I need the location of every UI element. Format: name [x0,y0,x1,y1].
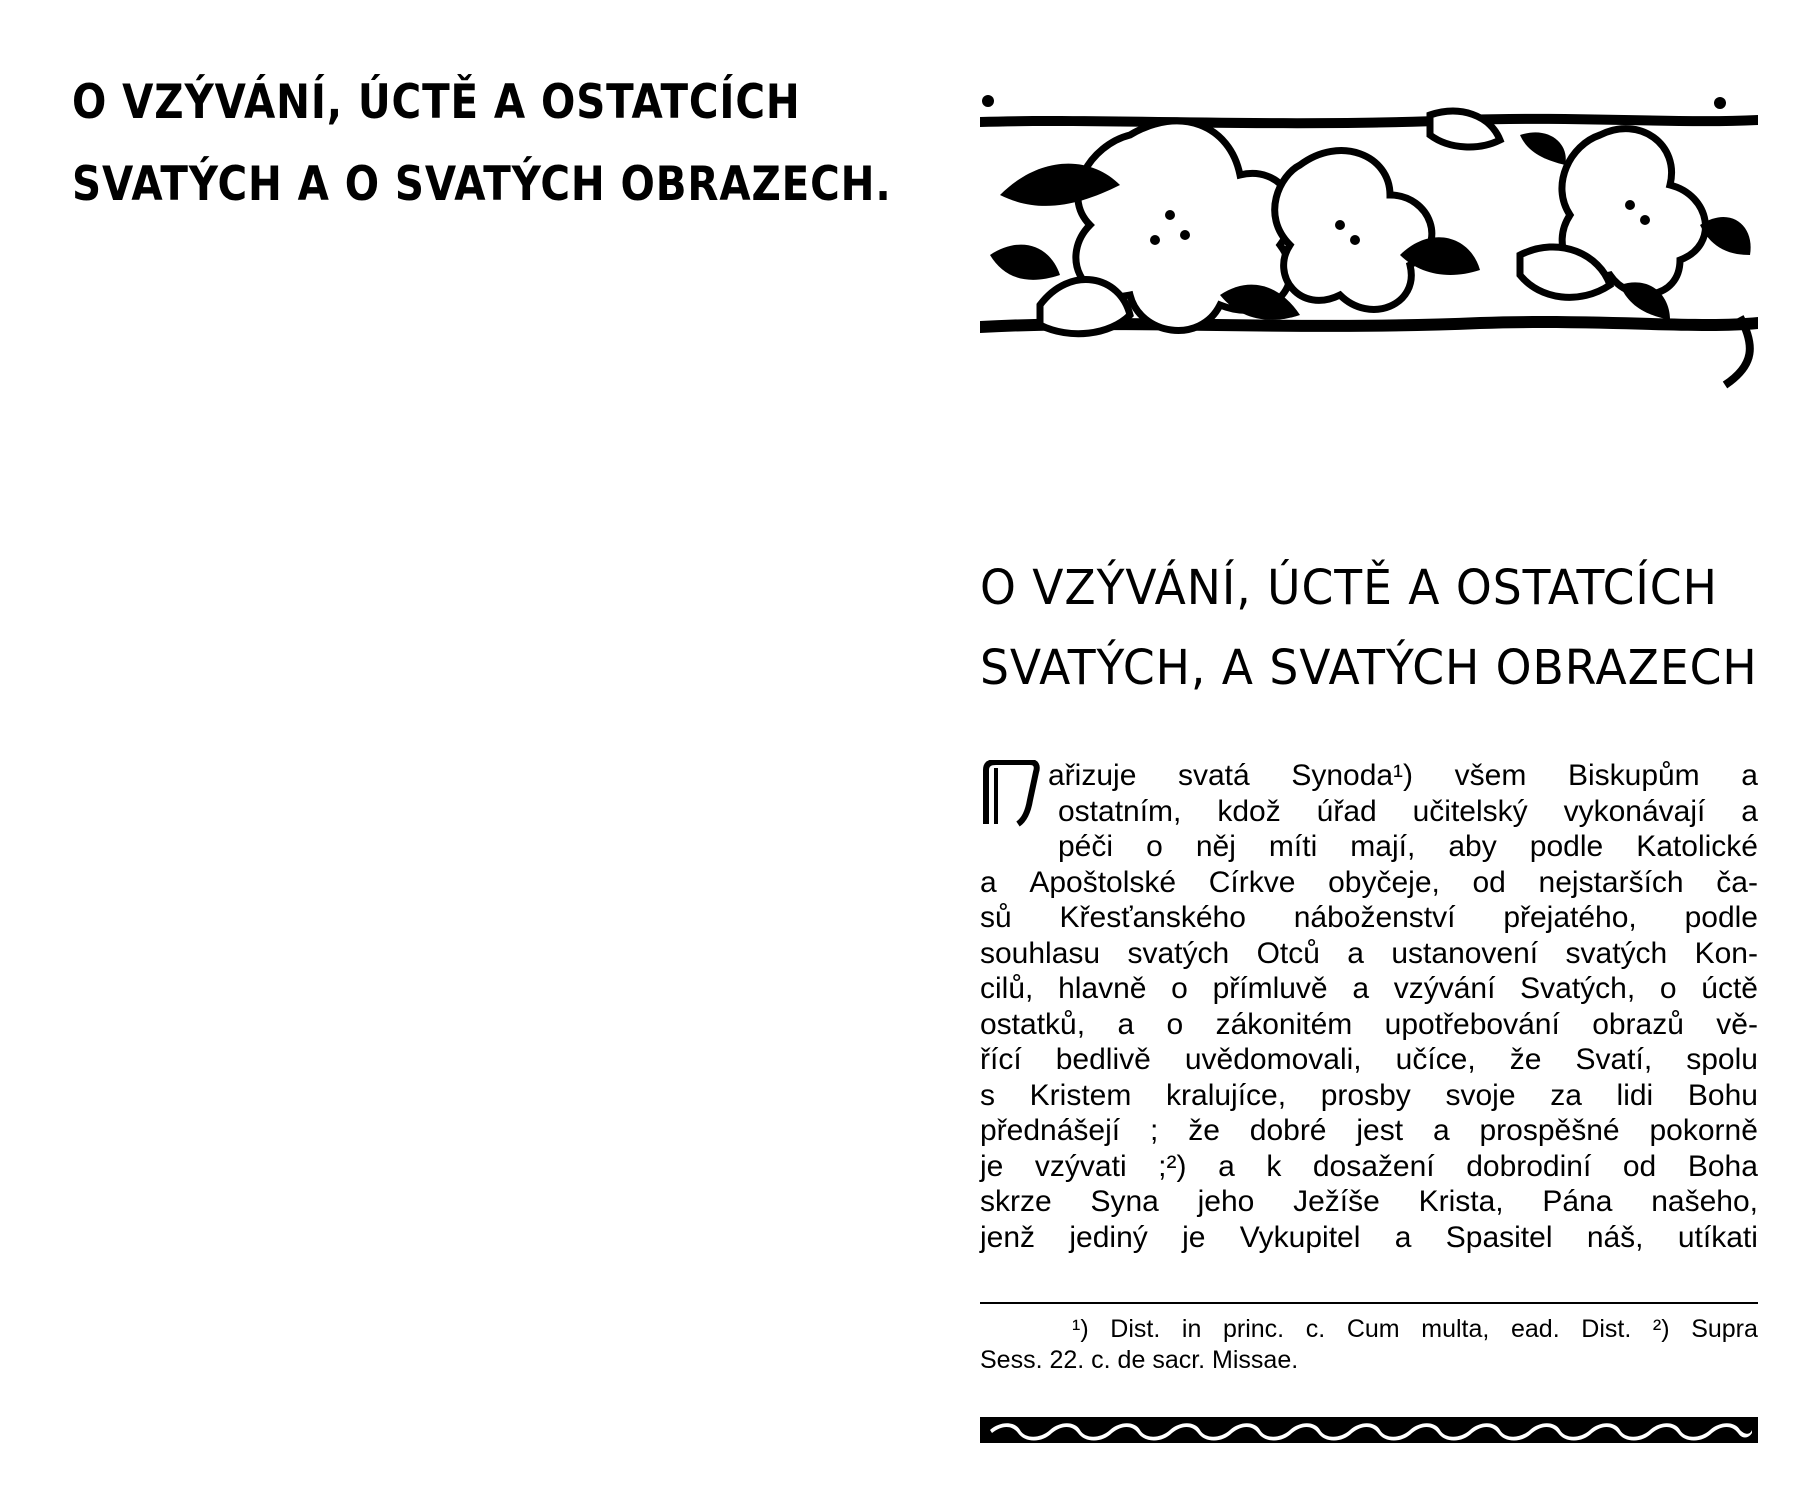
body-line [980,1184,1758,1220]
footnote-line: Sess. 22. c. de sacr. Missae. [980,1346,1299,1374]
word: dobré [1249,1114,1327,1147]
word: kralujíce, [1166,1078,1287,1112]
word: c. [1305,1315,1326,1343]
left-title-line-1: O VZÝVÁNÍ, ÚCTĚ A OSTATCÍCH [72,75,801,130]
word: k [1266,1149,1282,1183]
word: Katolické [1636,830,1758,863]
word: o [1146,830,1163,863]
word: zákonitém [1215,1007,1353,1041]
word: cilů, [980,972,1034,1005]
dropcap-n [980,760,1042,828]
word: o [1166,1007,1184,1041]
body-line [980,1007,1758,1043]
word: utíkati [1677,1220,1758,1254]
word: obrazů [1592,1007,1684,1041]
word: Biskupům [1567,759,1700,792]
word: Apoštolské [1029,865,1177,899]
word: uvědomovali, [1184,1043,1362,1076]
word: s [980,1078,995,1112]
word: jeho [1197,1185,1255,1218]
body-line [980,1042,1758,1078]
word: vykonávají [1563,794,1706,828]
word: přímluvě [1212,972,1328,1005]
left-page-title [72,62,892,226]
word: ostatním, [1058,794,1182,828]
word: ¹) [1072,1315,1089,1343]
word: Bohu [1687,1078,1758,1112]
word: a [1347,936,1364,970]
word: prospěšné [1479,1114,1620,1147]
word: dobrodiní [1466,1149,1592,1183]
word: učíce, [1395,1043,1476,1076]
floral-header-ornament [980,95,1758,395]
word: a [1741,759,1758,792]
body-line [980,1220,1758,1256]
word: od [1472,865,1506,899]
word: všem [1454,759,1527,792]
footnote-line [980,1314,1758,1345]
word: svatých [1565,936,1668,970]
word: jest [1356,1114,1404,1147]
word: jenž [980,1220,1036,1254]
word: vzývati [1034,1149,1127,1183]
footnotes [980,1314,1758,1376]
word: podle [1529,830,1604,863]
word: Svatí, [1575,1043,1653,1076]
word: upotřebování [1384,1007,1560,1041]
word: Kon- [1694,936,1758,970]
word: multa, [1421,1315,1490,1343]
word: ča- [1716,865,1758,899]
word: ;²) [1158,1149,1187,1183]
word: nejstarších [1538,865,1684,899]
word: vě- [1716,1007,1758,1041]
word: in [1181,1315,1202,1343]
body-line [980,829,1758,865]
body-line [980,1149,1758,1185]
word: ostatků, [980,1007,1086,1041]
word: prosby [1320,1078,1411,1112]
word: o [1171,972,1188,1005]
word: a [1432,1114,1450,1147]
word: Církve [1208,865,1296,899]
right-title-line-1: O VZÝVÁNÍ, ÚCTĚ A OSTATCÍCH [980,560,1718,616]
word: hlavně [1058,972,1147,1005]
word: učitelský [1412,794,1528,828]
word: a [1117,1007,1135,1041]
body-line [980,1113,1758,1149]
word: ustanovení [1391,936,1539,970]
word: jediný [1069,1220,1148,1254]
left-title-line-2: SVATÝCH A O SVATÝCH OBRAZECH. [72,157,892,212]
word: lidi [1616,1078,1654,1112]
word: a [1218,1149,1235,1183]
word: aby [1448,830,1497,863]
word: Boha [1687,1149,1758,1183]
body-line [980,794,1758,830]
word: svatých [1127,936,1230,970]
word: ařizuje [1048,759,1137,792]
body-line [980,1078,1758,1114]
word: Křesťanského [1059,901,1246,934]
decorative-footer-border [980,1417,1758,1443]
word: je [1182,1220,1206,1254]
word: Syna [1090,1185,1159,1218]
word: a [1352,972,1369,1005]
word: Synoda¹) [1291,759,1414,792]
word: Ježíše [1293,1185,1380,1218]
word: pokorně [1649,1114,1758,1147]
word: Pána [1542,1185,1613,1218]
word: svoje [1445,1078,1516,1112]
word: úřad [1316,794,1377,828]
word: a [980,865,997,899]
word: Cum [1346,1315,1400,1343]
word: že [1509,1043,1542,1076]
word: Spasitel [1445,1220,1553,1254]
footnote-rule [980,1302,1758,1304]
word: kdož [1217,794,1281,828]
word: obyčeje, [1328,865,1440,899]
body-line [980,865,1758,901]
word: o [1659,972,1677,1005]
word: Krista, [1418,1185,1504,1218]
right-page [980,0,1758,1500]
word: Supra [1691,1315,1758,1343]
word: náš, [1586,1220,1644,1254]
word: že [1188,1114,1220,1147]
word: podle [1684,901,1758,934]
word: dosažení [1312,1149,1435,1183]
word: Otců [1256,936,1320,970]
word: přednášejí [980,1114,1121,1147]
word: Dist. [1110,1315,1161,1343]
word: přejatého, [1503,901,1637,934]
body-line [980,936,1758,972]
word: souhlasu [980,936,1101,970]
body-line [980,971,1758,1007]
word: spolu [1686,1043,1758,1076]
word: bedlivě [1055,1043,1151,1076]
word: Kristem [1029,1078,1132,1112]
body-text [980,758,1758,1255]
word: Dist. [1581,1315,1632,1343]
word: Vykupitel [1239,1220,1361,1254]
word: a [1741,794,1758,828]
word: ead. [1510,1315,1560,1343]
word: svatá [1177,759,1250,792]
word: skrze [980,1185,1052,1218]
right-title-line-2: SVATÝCH, A SVATÝCH OBRAZECH [980,640,1758,696]
word: péči [1058,830,1114,863]
word: sů [980,901,1012,934]
word: našeho, [1651,1185,1758,1218]
word: od [1622,1149,1657,1183]
word: ; [1149,1114,1159,1147]
word: něj [1195,830,1236,863]
word: princ. [1223,1315,1285,1343]
word: vzývání [1393,972,1496,1005]
word: Svatých, [1520,972,1636,1005]
body-line [980,758,1758,794]
word: míti [1268,830,1318,863]
word: za [1550,1078,1582,1112]
word: ²) [1652,1315,1670,1343]
word: úctě [1701,972,1758,1005]
right-page-title [980,548,1758,708]
word: řící [980,1043,1022,1076]
body-line [980,900,1758,936]
word: je [980,1149,1004,1183]
word: náboženství [1293,901,1456,934]
word: mají, [1350,830,1416,863]
word: a [1394,1220,1412,1254]
